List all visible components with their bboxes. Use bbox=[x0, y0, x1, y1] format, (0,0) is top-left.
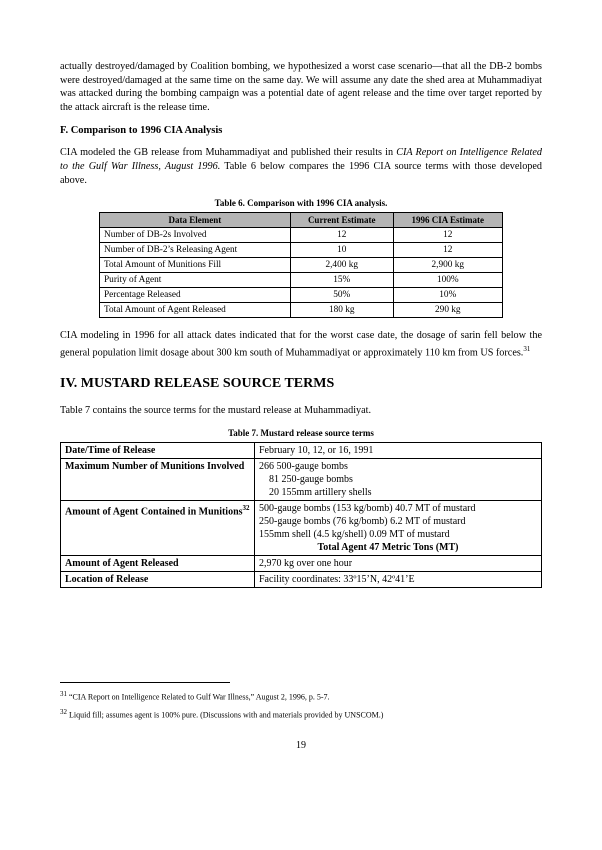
footnote-31 bbox=[60, 688, 542, 704]
table6-col-0: Data Element bbox=[100, 213, 291, 228]
table7-value bbox=[255, 572, 542, 588]
table7-value-line: 2,970 kg over one hour bbox=[259, 558, 353, 570]
table7-key: Amount of Agent Released bbox=[61, 556, 255, 572]
table7-value-line: 266 500-gauge bombs bbox=[259, 461, 348, 473]
table6-cell: Total Amount of Munitions Fill bbox=[100, 258, 291, 273]
table-6-comparison bbox=[99, 212, 503, 318]
table6-cell: 10% bbox=[393, 288, 502, 303]
table6-cell: Purity of Agent bbox=[100, 273, 291, 288]
table-row bbox=[61, 501, 542, 556]
table-row bbox=[61, 556, 542, 572]
table6-cell: 2,900 kg bbox=[393, 258, 502, 273]
table6-col-1: Current Estimate bbox=[290, 213, 393, 228]
cia-report-title: CIA Report on Intelligence Related to the Gulf War Illness, August 1996. bbox=[60, 147, 542, 172]
table-row bbox=[100, 273, 503, 288]
cia-model-text-1: CIA modeled the GB release from Muhammadiyat and published their results in bbox=[60, 147, 397, 159]
table7-key: Date/Time of Release bbox=[61, 443, 255, 459]
cia-model-paragraph bbox=[60, 146, 542, 187]
table7-value bbox=[255, 459, 542, 501]
table6-cell: Number of DB-2’s Releasing Agent bbox=[100, 243, 291, 258]
footnote-text: “CIA Report on Intelligence Related to Gulf War Illness,” August 2, 1996, p. 5-7. bbox=[69, 692, 330, 702]
table-row bbox=[61, 572, 542, 588]
table7-value-line: 155mm shell (4.5 kg/shell) 0.09 MT of mustard bbox=[259, 529, 450, 541]
table6-cell: 290 kg bbox=[393, 303, 502, 318]
table7-key: Location of Release bbox=[61, 572, 255, 588]
table-row bbox=[100, 243, 503, 258]
table6-cell: 10 bbox=[290, 243, 393, 258]
table6-col-2: 1996 CIA Estimate bbox=[393, 213, 502, 228]
table7-value bbox=[255, 556, 542, 572]
table6-cell: 12 bbox=[393, 228, 502, 243]
table-row bbox=[100, 288, 503, 303]
table6-cell: 15% bbox=[290, 273, 393, 288]
table6-cell: Percentage Released bbox=[100, 288, 291, 303]
footnotes-area bbox=[60, 688, 542, 723]
footnote-number: 32 bbox=[60, 707, 67, 716]
table-row bbox=[61, 443, 542, 459]
table6-cell: 2,400 kg bbox=[290, 258, 393, 273]
footnote-separator bbox=[60, 682, 230, 683]
table7-caption: Table 7. Mustard release source terms bbox=[228, 428, 374, 439]
table7-value-line: 500-gauge bombs (153 kg/bomb) 40.7 MT of mustard bbox=[259, 503, 476, 515]
table6-cell: 100% bbox=[393, 273, 502, 288]
section-heading-iv: IV. MUSTARD RELEASE SOURCE TERMS bbox=[60, 375, 335, 391]
table7-value-line: 20 155mm artillery shells bbox=[269, 487, 372, 499]
table6-cell: Number of DB-2s Involved bbox=[100, 228, 291, 243]
table-row-header bbox=[100, 213, 503, 228]
cia-modeling-text: CIA modeling in 1996 for all attack dates indicated that for the worst case date, the dosage of sarin fell below the general population limit dosage about 300 km south of Muhammadiyat or approximately 110 km from US forces. bbox=[60, 330, 542, 359]
table6-caption: Table 6. Comparison with 1996 CIA analysis. bbox=[214, 198, 388, 209]
footnote-text: Liquid fill; assumes agent is 100% pure. (Discussions with and materials provided by UNSCOM.) bbox=[69, 710, 384, 720]
intro-paragraph: actually destroyed/damaged by Coalition bombing, we hypothesized a worst case scenario—that all the DB-2 bombs were destroyed/damaged at the same time on the same day. We will assume any date the shed area at Muhammadiyat was attacked during the bombing campaign was a potential date of agent release and the time over target reported by the attack aircraft is the release time. bbox=[60, 61, 542, 113]
table7-value-line: February 10, 12, or 16, 1991 bbox=[259, 445, 374, 457]
table-row bbox=[100, 228, 503, 243]
table7-value bbox=[255, 443, 542, 459]
table-row bbox=[100, 258, 503, 273]
table7-key bbox=[61, 501, 255, 556]
footnote-ref-32: 32 bbox=[242, 504, 250, 513]
table7-key-text: Amount of Agent Contained in Munitions bbox=[65, 506, 243, 518]
table7-value-line: 81 250-gauge bombs bbox=[269, 474, 353, 486]
table6-cell: 12 bbox=[290, 228, 393, 243]
table7-value-line: 250-gauge bombs (76 kg/bomb) 6.2 MT of mustard bbox=[259, 516, 466, 528]
table6-cell: 180 kg bbox=[290, 303, 393, 318]
footnote-32 bbox=[60, 706, 542, 722]
footnote-number: 31 bbox=[60, 690, 67, 698]
table7-value-line: Facility coordinates: 33º15’N, 42º41’E bbox=[259, 574, 415, 586]
table-row bbox=[61, 459, 542, 501]
table-row bbox=[100, 303, 503, 318]
table7-total-agent: Total Agent 47 Metric Tons (MT) bbox=[317, 542, 459, 554]
table6-cell: 12 bbox=[393, 243, 502, 258]
table7-intro-paragraph: Table 7 contains the source terms for the mustard release at Muhammadiyat. bbox=[60, 404, 372, 416]
section-heading-f: F. Comparison to 1996 CIA Analysis bbox=[60, 125, 223, 137]
table-7-mustard-source-terms bbox=[60, 442, 542, 588]
table7-value bbox=[255, 501, 542, 556]
cia-model-text-2: Table 6 below compares the 1996 CIA source terms with those developed above. bbox=[60, 160, 542, 186]
table6-cell: 50% bbox=[290, 288, 393, 303]
cia-modeling-paragraph bbox=[60, 329, 542, 360]
page-content bbox=[60, 60, 542, 598]
footnote-ref-31: 31 bbox=[523, 344, 531, 353]
table7-key: Maximum Number of Munitions Involved bbox=[61, 459, 255, 501]
table6-cell: Total Amount of Agent Released bbox=[100, 303, 291, 318]
page-number: 19 bbox=[296, 740, 306, 751]
